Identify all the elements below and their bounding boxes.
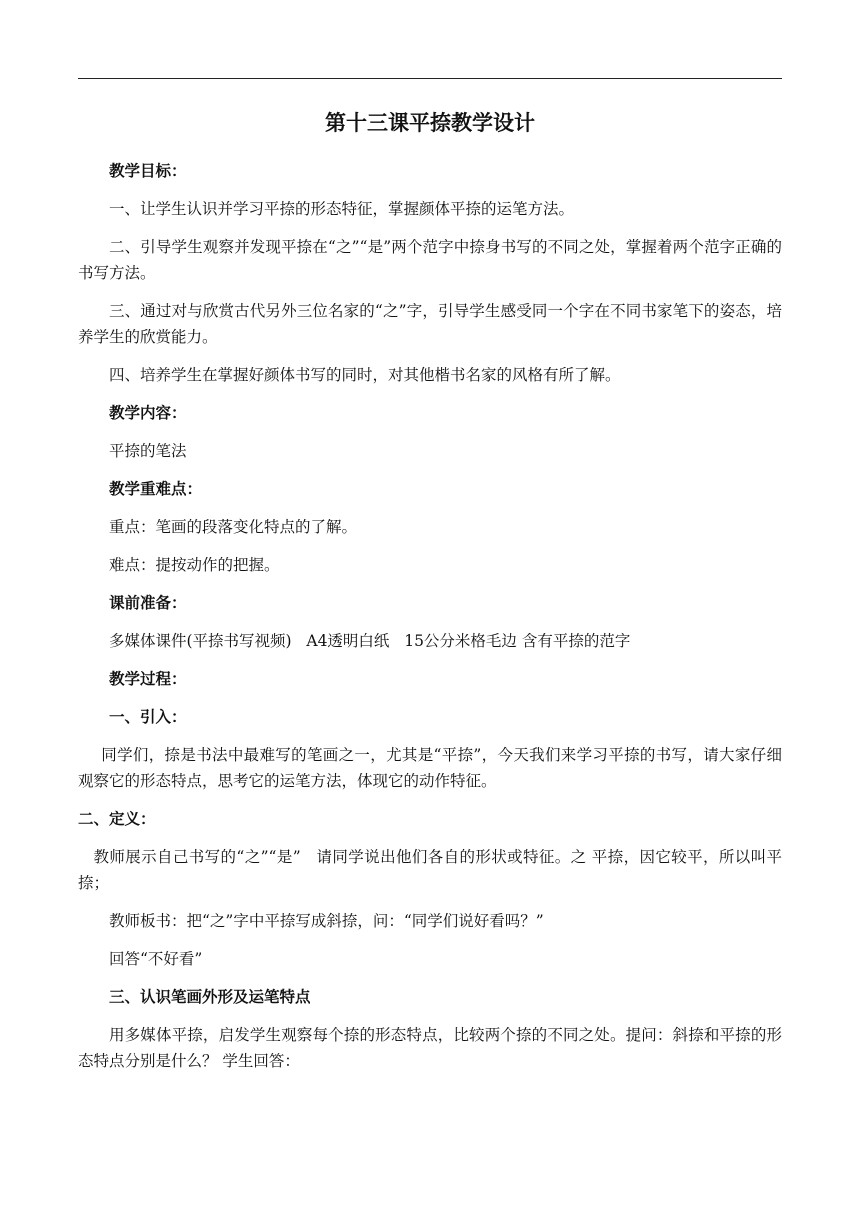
step-heading-intro: 一、引入：: [109, 708, 187, 726]
objective-2: 二、引导学生观察并发现平捺在“之”“是”两个范字中捺身书写的不同之处，掌握着两个范字正确的书写方法。: [78, 238, 782, 282]
objective-4: 四、培养学生在掌握好颜体书写的同时，对其他楷书名家的风格有所了解。: [109, 366, 621, 384]
page-title: 第十三课平捺教学设计: [325, 111, 535, 135]
content-text: 平捺的笔法: [109, 442, 187, 460]
preparation-text: 多媒体课件(平捺书写视频) A4透明白纸 15公分米格毛边 含有平捺的范字: [109, 632, 631, 650]
section-heading-process: 教学过程：: [109, 670, 187, 688]
definition-text: 教师展示自己书写的“之”“是” 请同学说出他们各自的形状或特征。之 平捺，因它较平，所以叫平捺；: [78, 848, 782, 892]
objective-1: 一、让学生认识并学习平捺的形态特征，掌握颜体平捺的运笔方法。: [109, 200, 575, 218]
definition-answer: 回答“不好看”: [109, 950, 203, 968]
intro-text: 同学们，捺是书法中最难写的笔画之一，尤其是“平捺”，今天我们来学习平捺的书写，请大家仔细观察它的形态特点，思考它的运笔方法，体现它的动作特征。: [78, 746, 782, 790]
header-rule: [78, 78, 782, 79]
key-point-focus: 重点：笔画的段落变化特点的了解。: [109, 518, 358, 536]
section-heading-preparation: 课前准备：: [109, 594, 187, 612]
document-body: [78, 108, 782, 1086]
section-heading-content: 教学内容：: [109, 404, 187, 422]
step-heading-stroke-shape: 三、认识笔画外形及运笔特点: [109, 988, 311, 1006]
objective-3: 三、通过对与欣赏古代另外三位名家的“之”字，引导学生感受同一个字在不同书家笔下的姿态，培养学生的欣赏能力。: [78, 302, 782, 346]
section-heading-key-points: 教学重难点：: [109, 480, 203, 498]
definition-board: 教师板书：把“之”字中平捺写成斜捺，问：“同学们说好看吗？”: [109, 912, 544, 930]
step-heading-definition: 二、定义：: [78, 810, 156, 828]
stroke-shape-text: 用多媒体平捺，启发学生观察每个捺的形态特点，比较两个捺的不同之处。提问：斜捺和平捺的形态特点分别是什么？ 学生回答：: [78, 1026, 782, 1070]
key-point-difficulty: 难点：提按动作的把握。: [109, 556, 280, 574]
section-heading-objectives: 教学目标：: [109, 162, 187, 180]
